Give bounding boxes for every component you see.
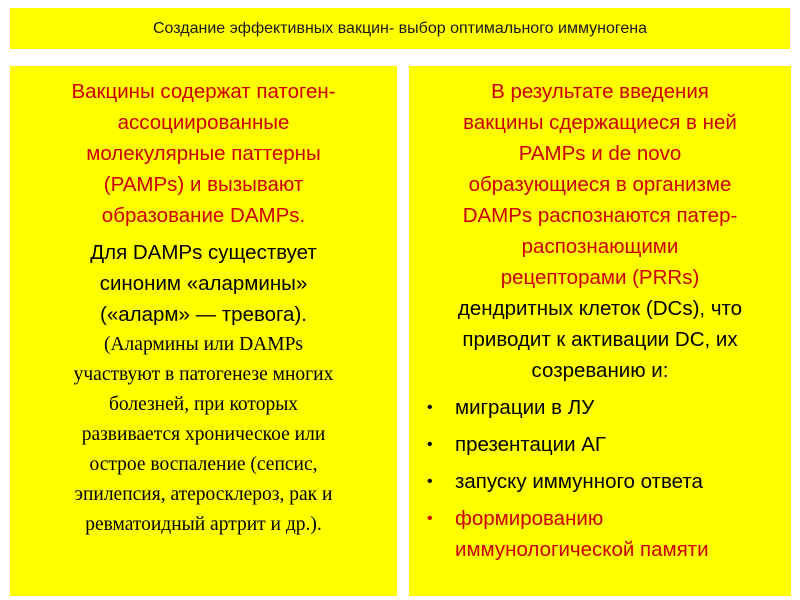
left-serif-line: эпилепсия, атеросклероз, рак и — [74, 484, 333, 505]
bullet-item — [427, 466, 785, 497]
left-serif-line: острое воспаление (сепсис, — [89, 454, 318, 475]
left-red-line: ассоциированные — [117, 111, 290, 134]
left-serif-paragraph — [16, 330, 391, 540]
bullet-text: миграции в ЛУ — [455, 396, 595, 419]
bullet-text: запуску иммунного ответа — [455, 470, 703, 493]
bullet-marker: • — [427, 399, 433, 416]
bullet-text: формированию иммунологической памяти — [455, 507, 709, 561]
right-red-paragraph — [415, 76, 785, 293]
left-black-line: Для DAMPs существует — [90, 241, 317, 264]
right-black-line: дендритных клеток (DCs), что — [457, 297, 743, 320]
right-red-line: вакцины сдержащиеся в ней — [463, 111, 737, 134]
left-red-line: (PAMPs) и вызывают — [103, 173, 304, 196]
left-serif-line: ревматоидный артрит и др.). — [85, 514, 322, 535]
left-serif-line: (Алармины или DAMPs — [103, 334, 304, 355]
right-red-line: распознающими — [521, 235, 679, 258]
right-red-line: В результате введения — [491, 80, 709, 103]
left-red-paragraph — [16, 76, 391, 231]
slide-title-text: Создание эффективных вакцин- выбор оптимального иммуногена — [153, 19, 647, 37]
bullet-item — [427, 392, 785, 423]
bullet-text: презентации АГ — [455, 433, 607, 456]
bullet-item — [427, 429, 785, 460]
right-red-line: образующиеся в организме — [468, 173, 732, 196]
right-black-paragraph — [415, 293, 785, 386]
bullet-marker: • — [427, 510, 433, 527]
left-serif-line: участвуют в патогенезе многих — [73, 364, 334, 385]
slide-title — [10, 8, 790, 49]
left-red-line: Вакцины содержат патоген- — [71, 80, 336, 103]
left-red-line: молекулярные паттерны — [86, 142, 321, 165]
left-black-line: («аларм» — тревога). — [100, 303, 307, 326]
left-panel — [10, 66, 397, 596]
right-red-line: DAMPs распознаются патер- — [462, 204, 738, 227]
left-serif-line: развивается хроническое или — [81, 424, 326, 445]
left-serif-line: болезней, при которых — [108, 394, 299, 415]
bullet-list — [415, 392, 785, 565]
bullet-item — [427, 503, 785, 565]
left-black-paragraph — [16, 237, 391, 330]
right-red-line: рецепторами (PRRs) — [500, 266, 700, 289]
bullet-marker: • — [427, 436, 433, 453]
right-panel — [409, 66, 791, 596]
left-red-line: образование DAMPs. — [101, 204, 306, 227]
right-black-line: приводит к активации DC, их — [462, 328, 738, 351]
left-black-line: синоним «алармины» — [99, 272, 308, 295]
bullet-marker: • — [427, 473, 433, 490]
right-red-line: PAMPs и de novo — [518, 142, 682, 165]
right-black-line: созреванию и: — [531, 359, 669, 382]
